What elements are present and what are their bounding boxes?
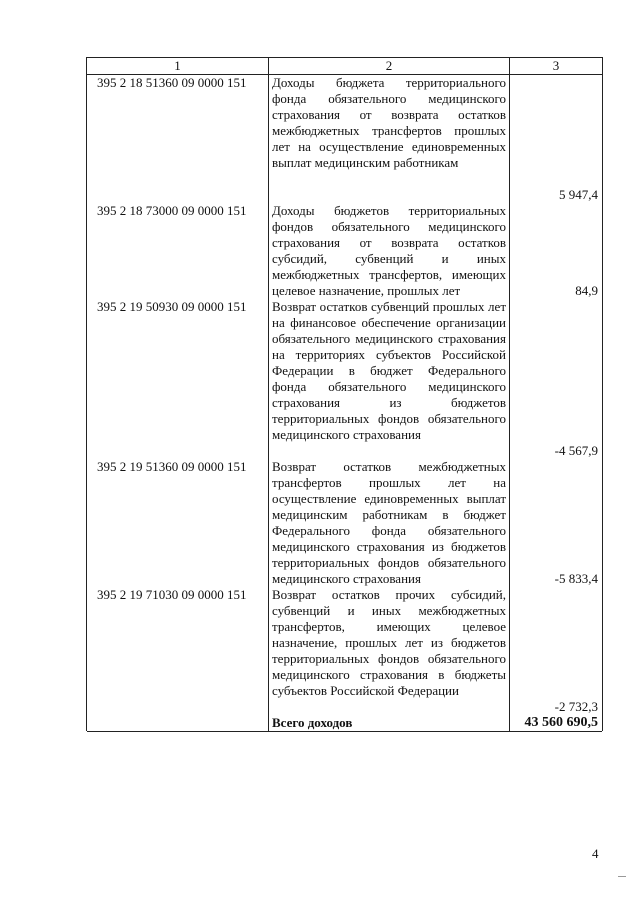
table-row — [87, 299, 602, 459]
header-col-1: 1 — [87, 58, 269, 75]
scan-mark — [618, 876, 626, 877]
page-number: 4 — [592, 846, 599, 861]
header-col-2: 2 — [269, 58, 510, 75]
budget-code: 395 2 19 51360 09 0000 151 — [87, 459, 269, 587]
budget-code: 395 2 18 51360 09 0000 151 — [87, 75, 269, 203]
row-description: Доходы бюджета территориального фонда обязательного медицинского страхования от возврата остатков межбюджетных трансфертов прошлых лет на осуществление единовременных выплат медицинским работникам — [269, 75, 510, 203]
table-row — [87, 203, 602, 299]
row-description: Возврат остатков прочих субсидий, субвенций и иных межбюджетных трансфертов, имеющих целевое назначение, прошлых лет из бюджетов территориальных фондов обязательного медицинского страхования в бюджеты субъектов Российской Федерации — [269, 587, 510, 715]
row-amount: -2 732,3 — [554, 699, 598, 714]
budget-code: 395 2 19 50930 09 0000 151 — [87, 299, 269, 459]
table-row — [87, 587, 602, 715]
total-label: Всего доходов — [269, 715, 510, 732]
row-description: Возврат остатков субвенций прошлых лет на финансовое обеспечение организации обязательного медицинского страхования на территориях субъектов Российской Федерации в бюджет Федерального фонда обязательного медицинского страхования из бюджетов территориальных фондов обязательного медицинского страхования — [269, 299, 510, 459]
budget-code: 395 2 19 71030 09 0000 151 — [87, 587, 269, 715]
row-description: Возврат остатков межбюджетных трансфертов прошлых лет на осуществление единовременных выплат медицинским работникам в бюджет Федерального фонда обязательного медицинского страхования из бюджетов территориальных фондов обязательного медицинского страхования — [269, 459, 510, 587]
row-amount: 5 947,4 — [559, 187, 598, 202]
row-description: Доходы бюджетов территориальных фондов обязательного медицинского страхования от возврата остатков субсидий, субвенций и иных межбюджетных трансфертов, имеющих целевое назначение, прошлых лет — [269, 203, 510, 299]
table-row — [87, 75, 602, 203]
row-amount: -4 567,9 — [554, 443, 598, 458]
revenue-table — [86, 57, 603, 731]
row-amount: 84,9 — [575, 283, 598, 298]
table-row — [87, 459, 602, 587]
total-row — [87, 715, 602, 731]
row-amount: -5 833,4 — [554, 571, 598, 586]
total-code-empty — [87, 715, 269, 732]
total-amount: 43 560 690,5 — [510, 715, 602, 732]
budget-code: 395 2 18 73000 09 0000 151 — [87, 203, 269, 299]
table-header — [87, 58, 602, 75]
header-col-3: 3 — [510, 58, 602, 75]
